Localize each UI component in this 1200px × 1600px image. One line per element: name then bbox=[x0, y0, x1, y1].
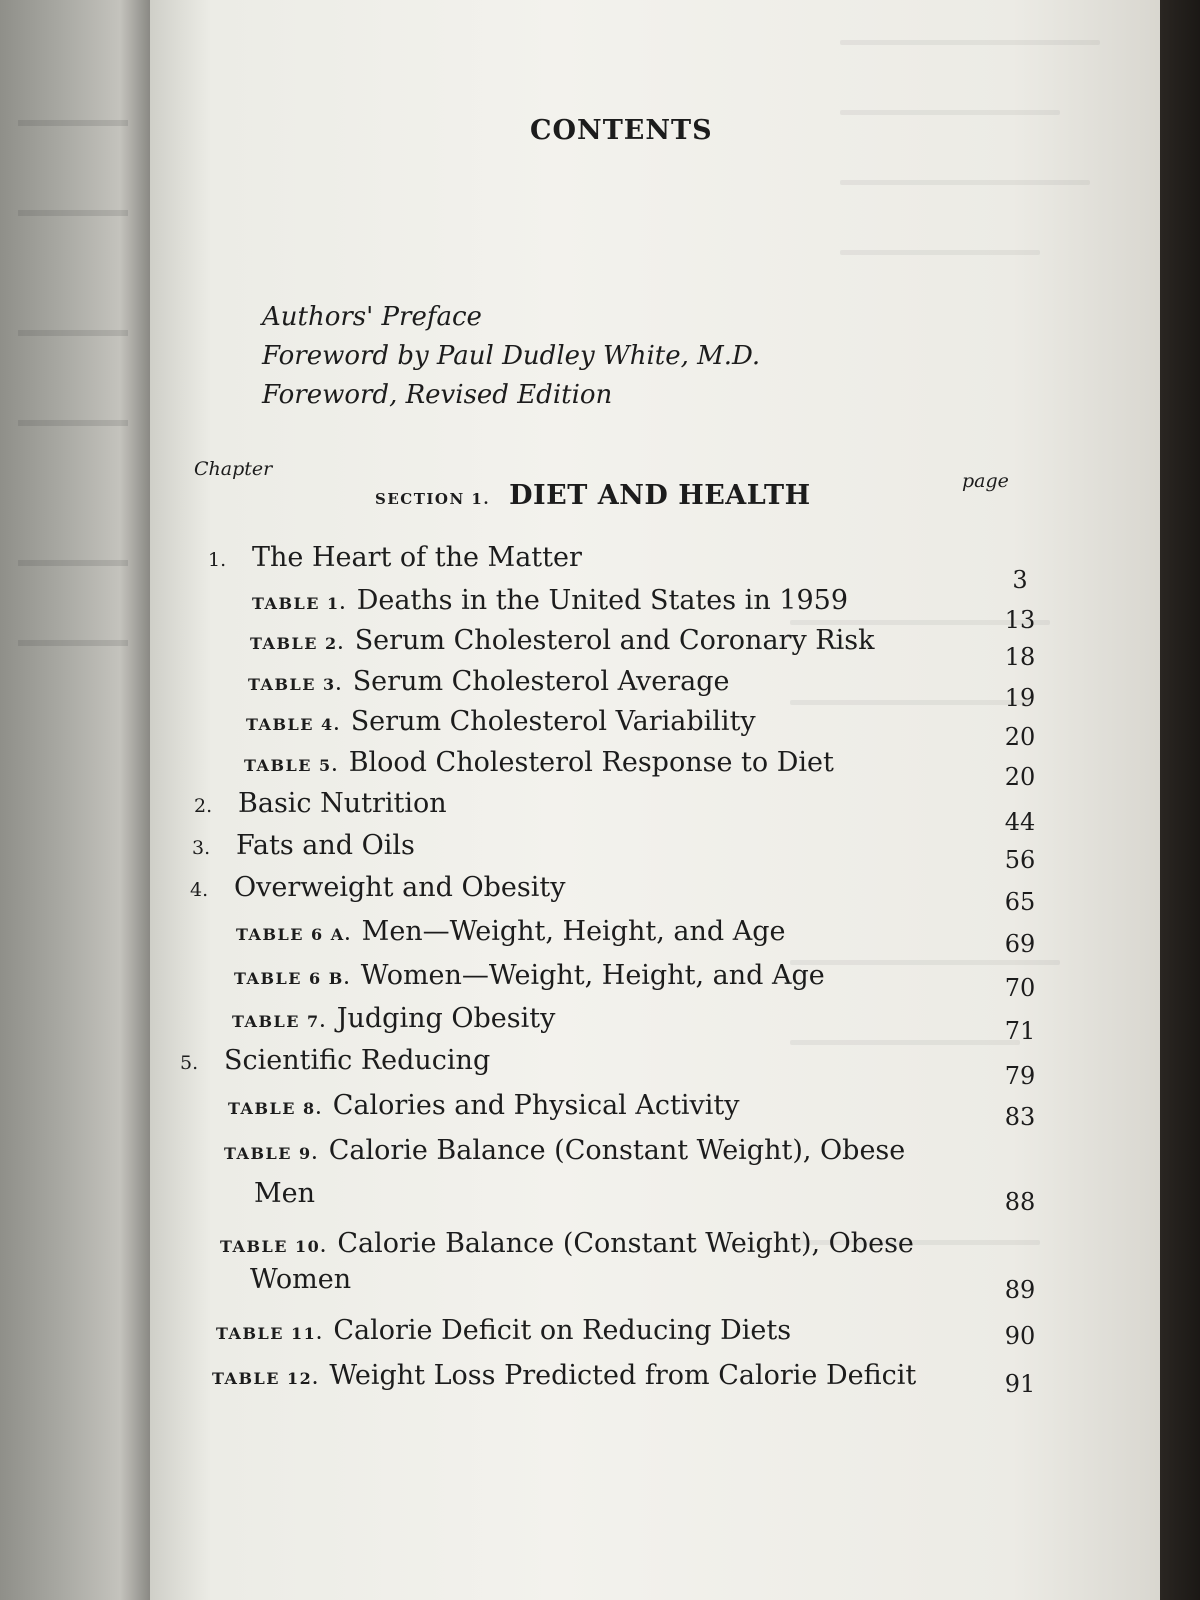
chapter-title: Fats and Oils bbox=[236, 830, 415, 861]
chapter-number: 4. bbox=[190, 879, 209, 901]
front-matter-item: Foreword by Paul Dudley White, M.D. bbox=[262, 341, 761, 371]
page-number: 90 bbox=[1004, 1322, 1036, 1350]
page-column-label: page bbox=[962, 470, 1009, 492]
facing-page bbox=[0, 0, 150, 1600]
chapter-title: Basic Nutrition bbox=[238, 788, 447, 819]
chapter-title: The Heart of the Matter bbox=[252, 542, 582, 573]
table-title: Serum Cholesterol Variability bbox=[350, 706, 756, 737]
table-entry bbox=[252, 585, 848, 616]
page-number: 19 bbox=[1004, 684, 1036, 712]
table-entry bbox=[232, 1003, 555, 1034]
table-title: Judging Obesity bbox=[336, 1003, 556, 1034]
table-title: Weight Loss Predicted from Calorie Deficit bbox=[329, 1360, 917, 1391]
chapter-number: 3. bbox=[192, 837, 211, 859]
table-entry bbox=[224, 1135, 905, 1166]
table-entry bbox=[248, 666, 730, 697]
chapter-number: 2. bbox=[194, 795, 213, 817]
table-label: TABLE 6 A. bbox=[236, 925, 352, 944]
chapter-number: 5. bbox=[180, 1052, 199, 1074]
book-edge-shadow bbox=[1160, 0, 1200, 1600]
page-number: 70 bbox=[1004, 974, 1036, 1002]
page-number: 44 bbox=[1004, 808, 1036, 836]
table-title: Serum Cholesterol and Coronary Risk bbox=[354, 625, 875, 656]
page-number: 18 bbox=[1004, 643, 1036, 671]
table-entry bbox=[244, 747, 834, 778]
table-title: Deaths in the United States in 1959 bbox=[356, 585, 849, 616]
table-label: TABLE 7. bbox=[232, 1012, 327, 1031]
table-label: TABLE 8. bbox=[228, 1099, 323, 1118]
page-number: 69 bbox=[1004, 930, 1036, 958]
table-title-continued: Women bbox=[250, 1264, 352, 1295]
front-matter-item: Foreword, Revised Edition bbox=[262, 380, 613, 410]
table-entry bbox=[216, 1315, 791, 1346]
table-label: TABLE 10. bbox=[220, 1237, 328, 1256]
table-title-continued: Men bbox=[254, 1178, 316, 1209]
table-title: Calorie Deficit on Reducing Diets bbox=[333, 1315, 792, 1346]
page-number: 83 bbox=[1004, 1103, 1036, 1131]
table-label: TABLE 1. bbox=[252, 594, 347, 613]
chapter-entry bbox=[192, 830, 415, 861]
table-title: Calorie Balance (Constant Weight), Obese bbox=[328, 1135, 906, 1166]
chapter-entry bbox=[180, 1045, 490, 1076]
table-entry bbox=[212, 1360, 916, 1391]
chapter-column-label: Chapter bbox=[194, 458, 273, 480]
table-title: Blood Cholesterol Response to Diet bbox=[348, 747, 834, 778]
chapter-title: Overweight and Obesity bbox=[234, 872, 566, 903]
table-title: Serum Cholesterol Average bbox=[352, 666, 730, 697]
page-number: 65 bbox=[1004, 888, 1036, 916]
table-label: TABLE 11. bbox=[216, 1324, 324, 1343]
chapter-entry bbox=[194, 788, 447, 819]
page-number: 89 bbox=[1004, 1276, 1036, 1304]
page-number: 56 bbox=[1004, 846, 1036, 874]
table-label: TABLE 4. bbox=[246, 715, 341, 734]
page-number: 79 bbox=[1004, 1062, 1036, 1090]
chapter-entry bbox=[190, 872, 565, 903]
page-number: 3 bbox=[1012, 566, 1028, 594]
table-entry bbox=[246, 706, 756, 737]
page-number: 71 bbox=[1004, 1017, 1036, 1045]
page-number: 20 bbox=[1004, 723, 1036, 751]
table-entry bbox=[220, 1228, 914, 1259]
table-label: TABLE 6 B. bbox=[234, 969, 351, 988]
table-title: Calorie Balance (Constant Weight), Obese bbox=[337, 1228, 914, 1259]
table-entry bbox=[250, 625, 874, 656]
section-label: SECTION 1. bbox=[375, 490, 491, 508]
table-label: TABLE 3. bbox=[248, 675, 343, 694]
chapter-number: 1. bbox=[208, 549, 227, 571]
front-matter-item: Authors' Preface bbox=[262, 302, 482, 332]
page-number: 13 bbox=[1004, 606, 1036, 634]
table-title: Calories and Physical Activity bbox=[332, 1090, 740, 1121]
page-title: CONTENTS bbox=[530, 115, 713, 146]
table-title: Women—Weight, Height, and Age bbox=[360, 960, 825, 991]
section-heading bbox=[375, 480, 811, 511]
table-entry bbox=[236, 916, 786, 947]
page-number: 20 bbox=[1004, 763, 1036, 791]
table-label: TABLE 5. bbox=[244, 756, 339, 775]
table-entry bbox=[228, 1090, 739, 1121]
section-title: DIET AND HEALTH bbox=[509, 480, 811, 511]
contents-page bbox=[150, 0, 1165, 1600]
page-number: 91 bbox=[1004, 1370, 1036, 1398]
table-label: TABLE 9. bbox=[224, 1144, 319, 1163]
table-entry bbox=[234, 960, 825, 991]
page-number: 88 bbox=[1004, 1188, 1036, 1216]
table-label: TABLE 2. bbox=[250, 634, 345, 653]
table-label: TABLE 12. bbox=[212, 1369, 320, 1388]
table-title: Men—Weight, Height, and Age bbox=[361, 916, 786, 947]
chapter-title: Scientific Reducing bbox=[224, 1045, 491, 1076]
chapter-entry bbox=[208, 542, 582, 573]
